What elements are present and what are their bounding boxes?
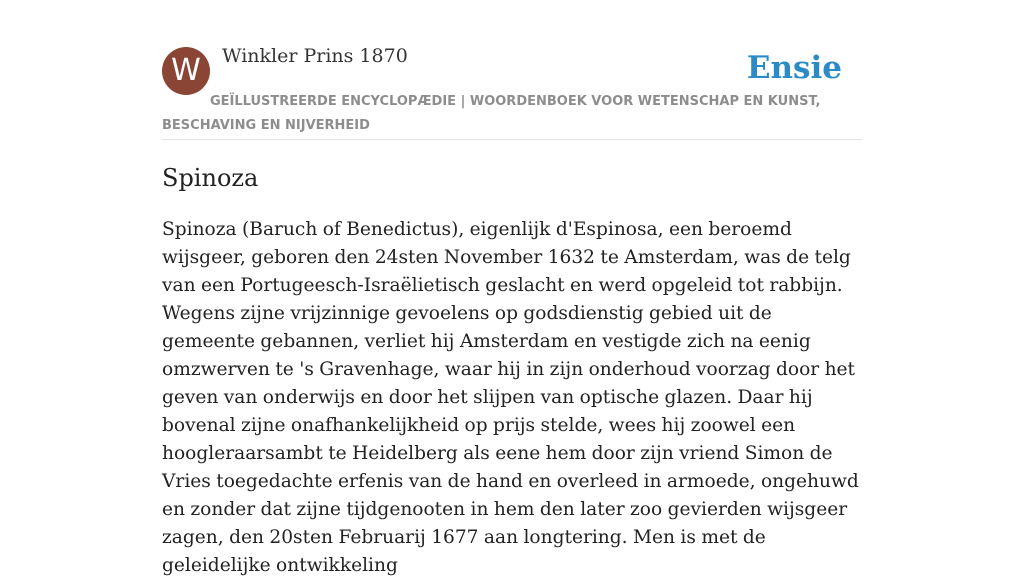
entry-title: Spinoza xyxy=(162,164,259,192)
ensie-logo[interactable]: Ensie xyxy=(746,50,842,86)
entry-body: Spinoza (Baruch of Benedictus), eigenlijk d'Espinosa, een beroemd wijsgeer, geboren den 24sten November 1632 te Amsterdam, was de telg van een Portugeesch-Israëlietisch geslacht en werd opgeleid tot rabbijn. Wegens zijne vrijzinnige gevoelens op godsdienstig gebied uit de gemeente gebannen, verliet hij Amsterdam en vestigde zich na eenig omzwerven te 's Gravenhage, waar hij in zijn onderhoud voorzag door het geven van onderwijs en door het slijpen van optische glazen. Daar hij bovenal zijne onafhankelijkheid op prijs stelde, wees hij zoowel een hoogleraarsambt te Heidelberg als eene hem door zijn vriend Simon de Vries toegedachte erfenis van de hand en overleed in armoede, ongehuwd en zonder dat zijne tijdgenooten in hem den later zoo gevierden wijsgeer zagen, den 20sten Februarij 1677 aan longtering. Men is met de geleidelijke ontwikkeling xyxy=(162,219,859,576)
source-subtitle: GEÏLLUSTREERDE ENCYCLOPÆDIE | WOORDENBOEK VOOR WETENSCHAP EN KUNST, BESCHAVING EN NIJVERHEID xyxy=(162,94,821,133)
header-divider xyxy=(162,139,862,140)
source-title[interactable]: Winkler Prins 1870 xyxy=(222,45,408,67)
avatar[interactable]: W xyxy=(162,47,210,95)
